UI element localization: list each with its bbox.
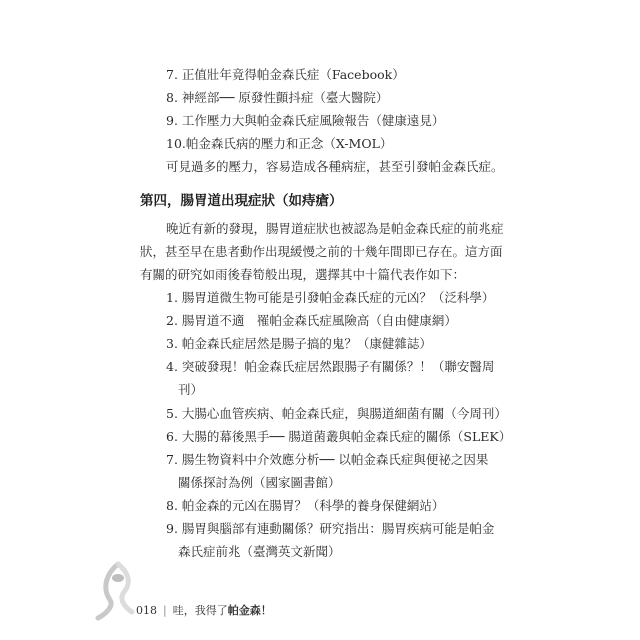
list-item: 9. 工作壓力大與帕金森氏症風險報告（健康遠見） xyxy=(166,113,445,128)
list-item-continuation: 刊） xyxy=(178,382,204,397)
paragraph-line: 狀，甚至早在患者動作出現緩慢之前的十幾年間即已存在。這方面 xyxy=(140,244,503,259)
page-footer xyxy=(136,604,272,618)
section-heading: 第四，腸胃道出現症狀（如痔瘡） xyxy=(140,193,343,209)
list-item: 4. 突破發現！帕金森氏症居然跟腸子有關係？！（聯安醫周 xyxy=(166,359,495,374)
list-item: 3. 帕金森氏症居然是腸子搞的鬼？（康健雜誌） xyxy=(166,336,432,351)
list-item: 6. 大腸的幕後黑手── 腸道菌叢與帕金森氏症的關係（SLEK） xyxy=(166,429,512,444)
list-item: 1. 腸胃道微生物可能是引發帕金森氏症的元凶？（泛科學） xyxy=(166,290,495,305)
book-title-bold: 帕金森！ xyxy=(227,604,272,617)
list-item: 9. 腸胃與腦部有連動關係？研究指出：腸胃疾病可能是帕金 xyxy=(166,521,495,536)
page-number: 018 xyxy=(136,604,157,617)
book-title-prefix: 哇，我得了 xyxy=(172,604,228,617)
list-item-continuation: 關係探討為例（國家圖書館） xyxy=(178,475,341,490)
list-item: 8. 帕金森的元凶在腸胃？（科學的養身保健網站） xyxy=(166,498,445,513)
list-item: 10.帕金森氏病的壓力和正念（X-MOL） xyxy=(166,136,393,151)
list-item: 2. 腸胃道不適 罹帕金森氏症風險高（自由健康網） xyxy=(166,313,457,328)
paragraph-line: 有關的研究如雨後春筍般出現，選擇其中十篇代表作如下： xyxy=(140,267,466,282)
list-item: 7. 腸生物資料中介效應分析── 以帕金森氏症與便祕之因果 xyxy=(166,452,489,467)
list-item: 5. 大腸心血管疾病、帕金森氏症，與腸道細菌有關（今周刊） xyxy=(166,406,507,421)
list-item-continuation: 森氏症前兆（臺灣英文新聞） xyxy=(178,544,341,559)
list-item: 7. 正值壯年竟得帕金森氏症（Facebook） xyxy=(166,67,405,82)
paragraph-line: 晚近有新的發現，腸胃道症狀也被認為是帕金森氏症的前兆症 xyxy=(166,221,504,236)
conclusion-text: 可見過多的壓力，容易造成各種病症，甚至引發帕金森氏症。 xyxy=(166,159,504,174)
ribbon-decoration-icon xyxy=(92,560,142,622)
list-item: 8. 神經部── 原發性顫抖症（臺大醫院） xyxy=(166,90,389,105)
footer-separator: | xyxy=(163,604,167,617)
